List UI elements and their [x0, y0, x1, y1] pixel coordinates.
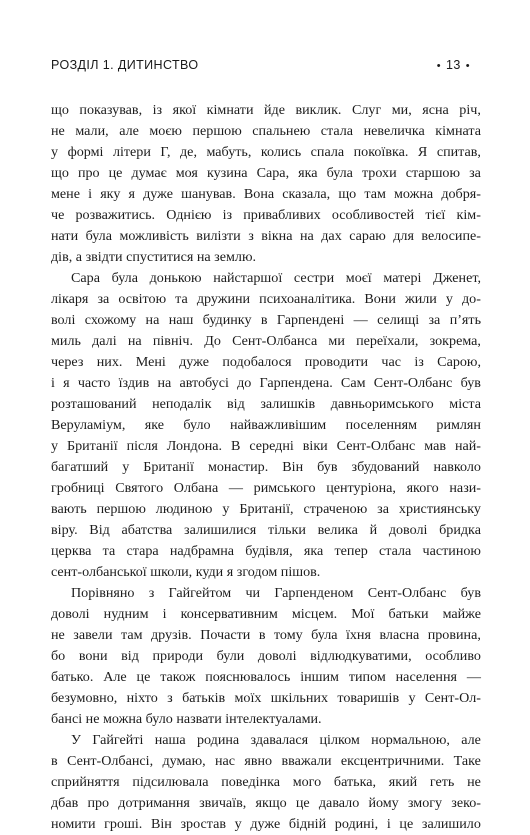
text-line: Веруламіум, яке було найважливішим поселенням римлян [51, 417, 481, 433]
text-line: Порівняно з Гайгейтом чи Гарпенденом Сент-Олбанс був [71, 585, 481, 601]
running-header [51, 58, 470, 76]
bullet-right: • [465, 60, 470, 72]
text-line: сприйняття підсилювала поведінка мого батька, який геть не [51, 774, 481, 790]
text-line: Сара була донькою найстаршої сестри моєї матері Дженет, [71, 270, 481, 286]
text-line: бо вони від природи були доволі відлюдкуватими, особливо [51, 648, 481, 664]
text-line: че розважитись. Однією із привабливих особливостей тієї кім- [51, 207, 481, 223]
text-line: мене і яку я дуже шанував. Вона сказала, що там можна добря- [51, 186, 481, 202]
paragraph [51, 100, 481, 268]
text-line: розташований неподалік від залишків давньоримського міста [51, 396, 481, 412]
text-line: церква та стара надбрамна будівля, яка тепер стала частиною [51, 543, 481, 559]
text-line: нати була можливість вилізти з вікна на дах сараю для велосипе- [51, 228, 481, 244]
paragraph [51, 583, 481, 730]
text-line: дбав про дотримання звичаїв, якщо це давало йому змогу зеко- [51, 795, 481, 811]
text-line: гробниці Святого Олбана — римського центуріона, якого нази- [51, 480, 481, 496]
chapter-title: РОЗДІЛ 1. ДИТИНСТВО [51, 58, 199, 72]
paragraph [51, 730, 481, 835]
text-line: бансі не можна було назвати інтелектуалами. [51, 711, 322, 727]
text-line: багатший у Британії монастир. Він був збудований навколо [51, 459, 481, 475]
text-line: вають першою людиною у Британії, страченою за християнську [51, 501, 481, 517]
text-line: доволі нудним і консервативним місцем. Мої батьки майже [51, 606, 481, 622]
text-line: у формі літери Г, де, мабуть, колись спала покоївка. Я спитав, [51, 144, 481, 160]
text-line: батько. Але це також пояснювалось іншим типом населення — [51, 669, 481, 685]
text-line: що про це думає моя кузина Сара, яка була трохи старшою за [51, 165, 481, 181]
text-line: і я часто їздив на автобусі до Гарпендена. Сам Сент-Олбанс був [51, 375, 481, 391]
text-line: не мали, але моєю першою спальнею стала невеличка кімната [51, 123, 481, 139]
text-line: в Сент-Олбансі, думаю, нас явно вважали ексцентричними. Таке [51, 753, 481, 769]
text-line: лікаря за освітою та дружини психоаналітика. Вони жили у до- [51, 291, 481, 307]
page-number-block [437, 58, 470, 72]
body-text [51, 100, 481, 835]
text-line: миль далі на північ. До Сент-Олбанса ми переїхали, зокрема, [51, 333, 481, 349]
text-line: волі схожому на наш будинку в Гарпендені — селищі за п’ять [51, 312, 481, 328]
page-number: 13 [446, 58, 461, 72]
text-line: У Гайгейті наша родина здавалася цілком нормальною, але [71, 732, 481, 748]
text-line: номити гроші. Він зростав у дуже бідній родині, і це залишило [51, 816, 481, 832]
text-line: безумовно, ніхто з батьків моїх шкільних товаришів у Сент-Ол- [51, 690, 481, 706]
paragraph [51, 268, 481, 583]
text-line: у Британії після Лондона. В середні віки Сент-Олбанс мав най- [51, 438, 481, 454]
text-line: віру. Від абатства залишилися тільки велика й доволі бридка [51, 522, 481, 538]
text-line: дів, а звідти спуститися на землю. [51, 249, 257, 265]
bullet-left: • [436, 60, 442, 72]
text-line: не завели там друзів. Почасти в тому була їхня власна провина, [51, 627, 481, 643]
text-line: що показував, із якої кімнати йде виклик. Слуг ми, ясна річ, [51, 102, 481, 118]
text-line: сент-олбанської школи, куди я згодом пішов. [51, 564, 321, 580]
text-line: через них. Мені дуже подобалося проводити час із Сарою, [51, 354, 481, 370]
